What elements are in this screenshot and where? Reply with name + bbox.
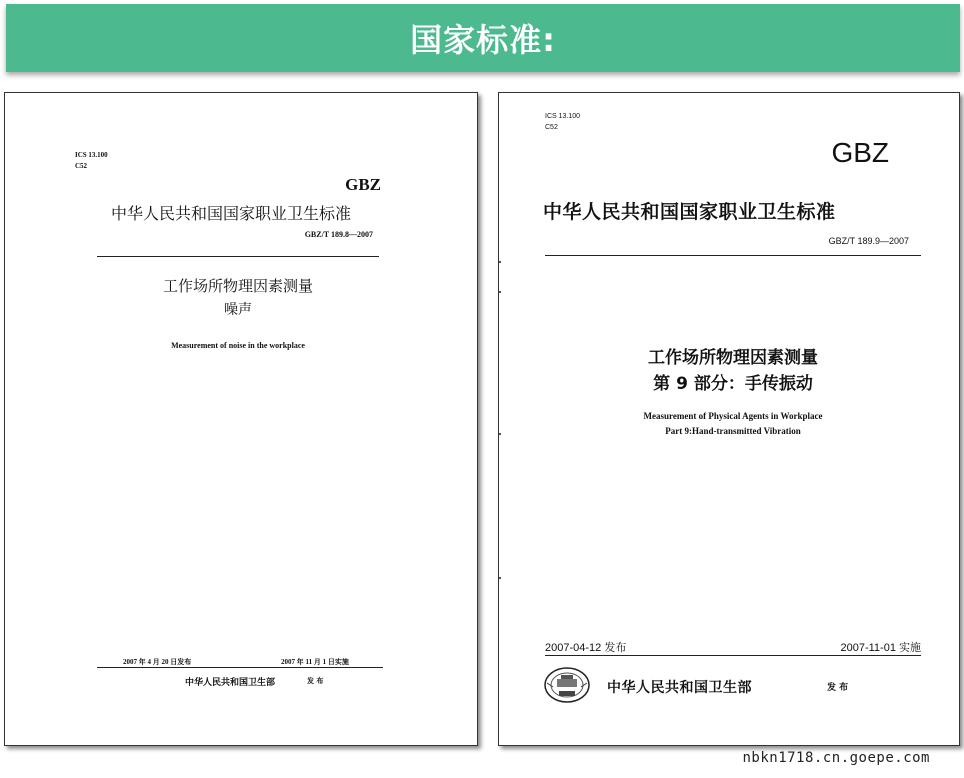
issuer: 中华人民共和国卫生部 — [185, 678, 276, 688]
ics-code: ICS 13.100 — [545, 113, 581, 120]
ministry-emblem-icon — [543, 665, 591, 705]
scan-mark — [499, 261, 501, 263]
doc-subtitle: 第 9 部分：手传振动 — [653, 374, 813, 394]
issue-word: 发 布 — [827, 683, 849, 693]
doc-subtitle: 噪声 — [224, 302, 252, 318]
doc-title: 工作场所物理因素测量 — [648, 348, 818, 368]
gbz-mark: GBZ — [831, 137, 889, 168]
effective-date: 2007-11-01 实施 — [840, 642, 921, 654]
publish-date: 2007-04-12 发布 — [545, 642, 627, 654]
header-rule — [545, 255, 921, 256]
standard-cover-left — [4, 92, 478, 746]
scan-mark — [499, 433, 501, 435]
standard-cover-right — [498, 92, 960, 746]
ics-code: ICS 13.100 — [75, 151, 108, 159]
issuer: 中华人民共和国卫生部 — [607, 680, 752, 696]
watermark-url: nbkn1718.cn.goepe.com — [742, 750, 930, 766]
english-title: Measurement of noise in the workplace — [171, 341, 305, 350]
footer-rule — [97, 667, 383, 668]
class-code: C52 — [75, 162, 88, 170]
org-title: 中华人民共和国国家职业卫生标准 — [543, 201, 836, 223]
scan-mark — [499, 577, 501, 579]
issue-word: 发 布 — [307, 677, 324, 685]
banner-title: 国家标准: — [410, 21, 556, 59]
standard-number: GBZ/T 189.8—2007 — [304, 230, 373, 239]
header-banner — [6, 4, 960, 72]
effective-date: 2007 年 11 月 1 日实施 — [281, 658, 349, 666]
footer-rule — [545, 655, 921, 656]
english-title-line1: Measurement of Physical Agents in Workplace — [643, 411, 823, 421]
scan-mark — [499, 291, 501, 293]
header-rule — [97, 256, 379, 257]
org-title: 中华人民共和国国家职业卫生标准 — [111, 204, 352, 223]
english-title-line2: Part 9:Hand-transmitted Vibration — [665, 426, 801, 436]
class-code: C52 — [545, 124, 558, 131]
standard-number: GBZ/T 189.9—2007 — [828, 236, 909, 246]
publish-date: 2007 年 4 月 20 日发布 — [123, 658, 192, 666]
gbz-mark: GBZ — [345, 175, 381, 194]
doc-title: 工作场所物理因素测量 — [162, 277, 313, 295]
